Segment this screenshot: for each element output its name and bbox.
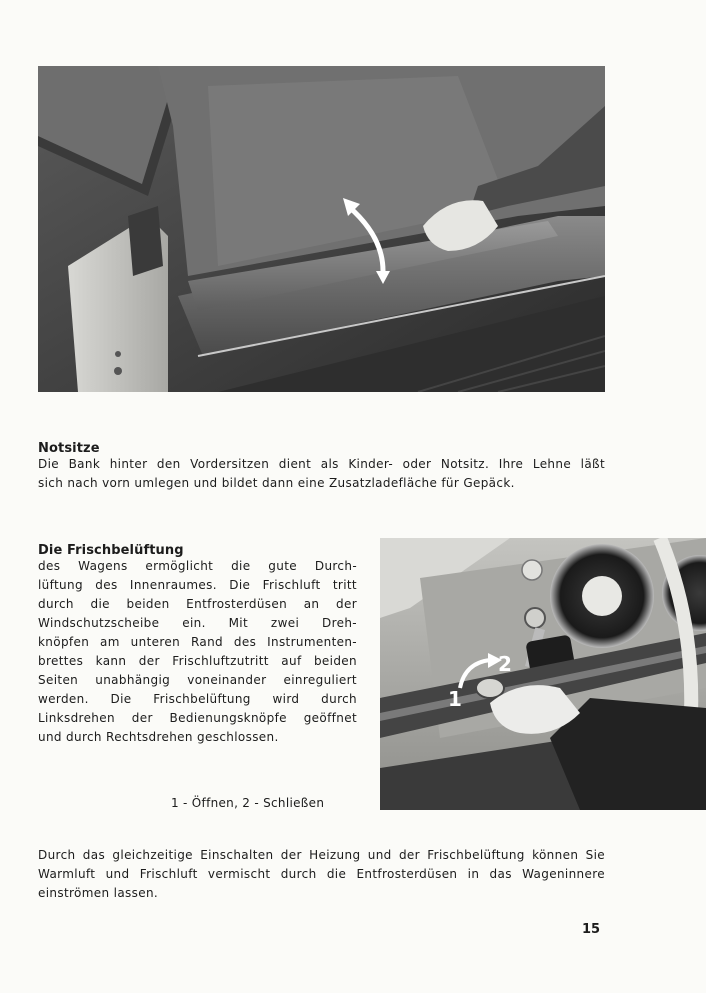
text-line: sich nach vorn umlegen und bildet dann eine Zusatzladefläche für Gepäck. xyxy=(38,476,515,490)
section-title-notsitze: Notsitze xyxy=(38,440,100,456)
text-line: Windschutzscheibe ein. Mit zwei Dreh- xyxy=(38,616,357,630)
photo-caption: 1 - Öffnen, 2 - Schließen xyxy=(171,796,325,810)
paragraph-frischbelueftung xyxy=(38,557,357,747)
text-line: und durch Rechtsdrehen geschlossen. xyxy=(38,730,279,744)
rear-seat-photo xyxy=(38,66,605,392)
text-line: werden. Die Frischbelüftung wird durch xyxy=(38,692,357,706)
text-line: Linksdrehen der Bedienungsknöpfe geöffnet xyxy=(38,711,357,725)
paragraph-heizung xyxy=(38,846,605,903)
vent-knob-photo xyxy=(380,538,706,810)
text-line: des Wagens ermöglicht die gute Durch- xyxy=(38,559,357,573)
text-line: einströmen lassen. xyxy=(38,886,159,900)
text-line: Seiten unabhängig voneinander einreguliert xyxy=(38,673,357,687)
text-line: Die Bank hinter den Vordersitzen dient als Kinder- oder Notsitz. Ihre Lehne läßt xyxy=(38,457,605,471)
text-line: Warmluft und Frischluft vermischt durch die Entfrosterdüsen in das Wageninnere xyxy=(38,867,605,881)
section-title-frischbelueftung: Die Frischbelüftung xyxy=(38,542,184,558)
page-number: 15 xyxy=(582,922,601,937)
text-line: knöpfen am unteren Rand des Instrumenten- xyxy=(38,635,357,649)
text-line: lüftung des Innenraumes. Die Frischluft tritt xyxy=(38,578,357,592)
text-line: durch die beiden Entfrosterdüsen an der xyxy=(38,597,357,611)
text-line: brettes kann der Frischluftzutritt auf beiden xyxy=(38,654,357,668)
text-line: Durch das gleichzeitige Einschalten der Heizung und der Frischbelüftung können Sie xyxy=(38,848,605,862)
label-two: 2 xyxy=(498,652,512,676)
label-one: 1 xyxy=(448,687,462,711)
paragraph-notsitze xyxy=(38,455,605,493)
